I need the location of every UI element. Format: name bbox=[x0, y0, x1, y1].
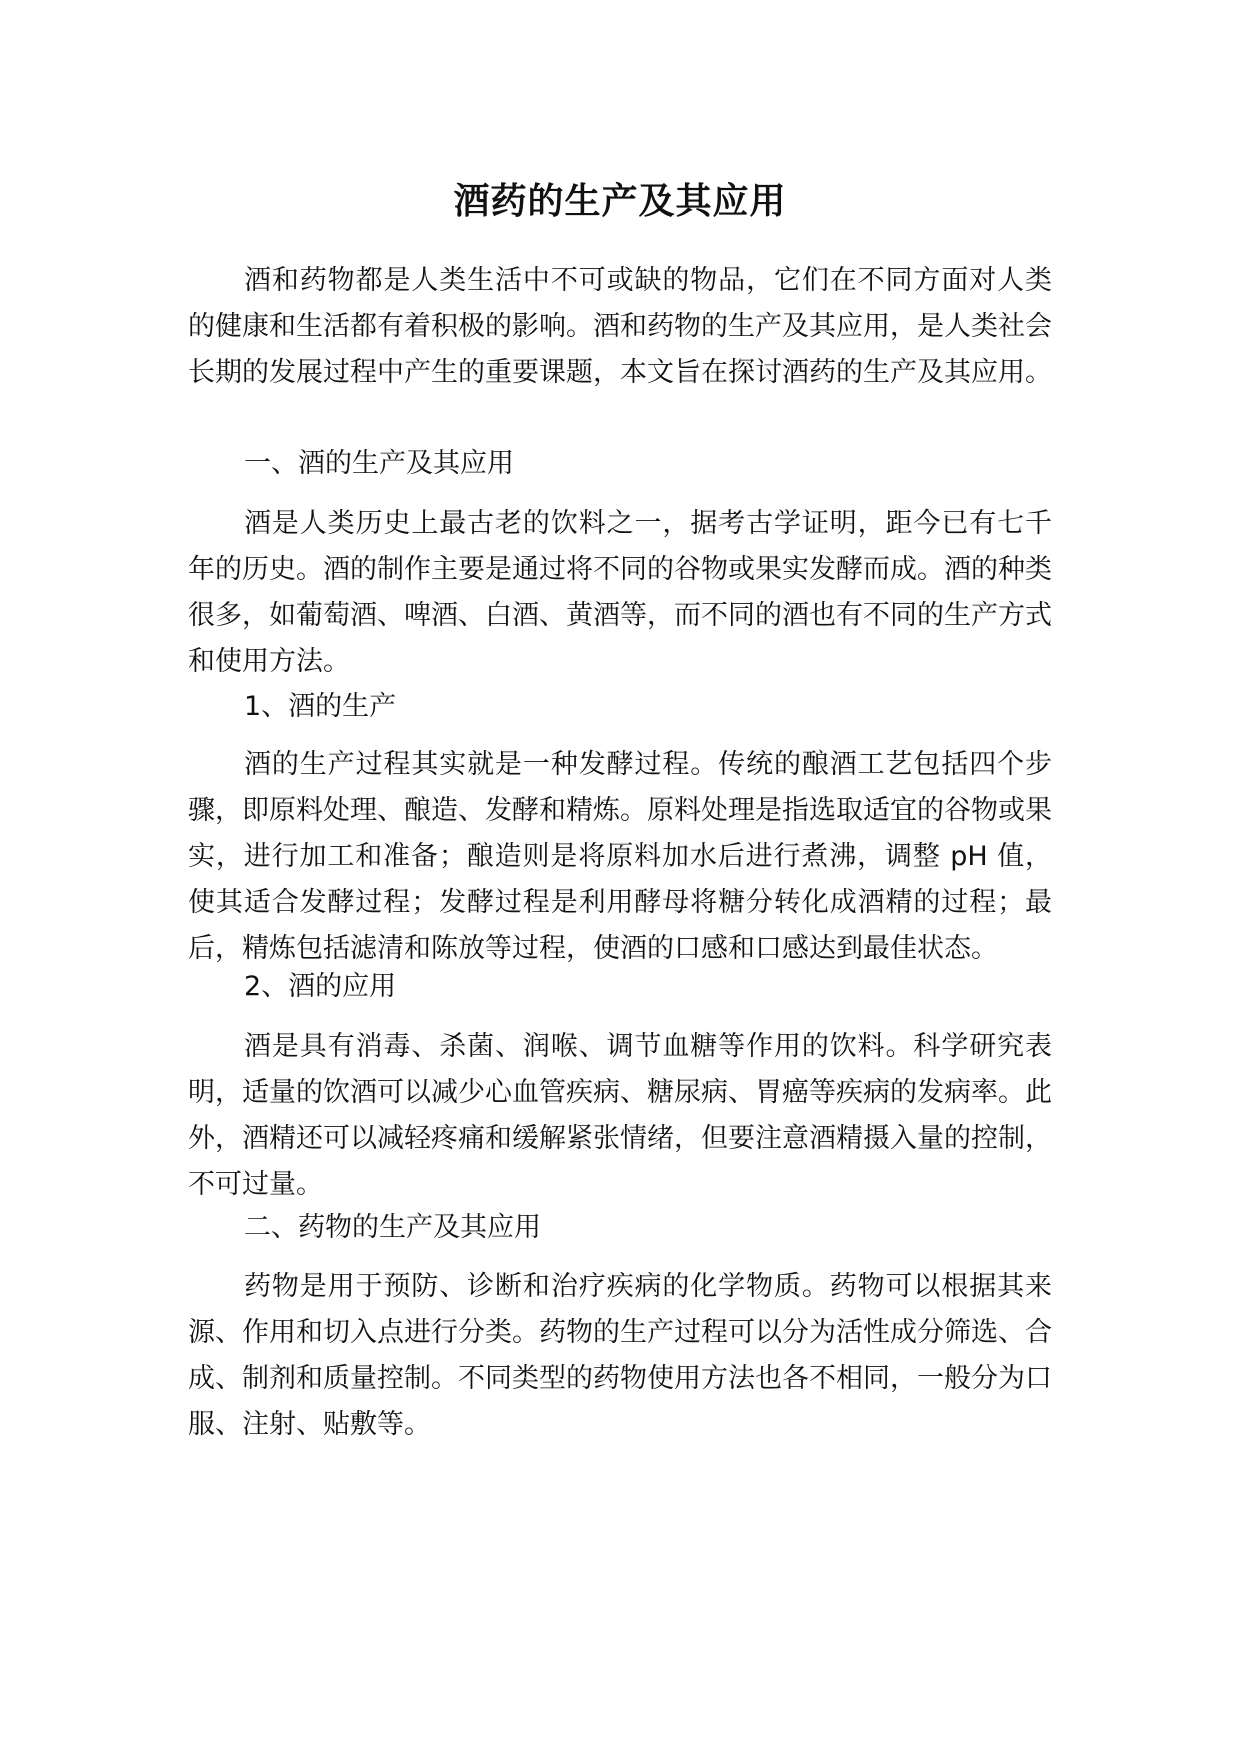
document-title: 酒药的生产及其应用 bbox=[453, 181, 787, 222]
section-1-heading: 一、酒的生产及其应用 bbox=[244, 448, 514, 479]
subsection-1-1-heading: 1、酒的生产 bbox=[244, 691, 397, 722]
subsection-1-2-paragraph: 酒是具有消毒、杀菌、润喉、调节血糖等作用的饮料。科学研究表明，适量的饮酒可以减少心血管疾病、糖尿病、胃癌等疾病的发病率。此外，酒精还可以减轻疼痛和缓解紧张情绪，但要注意酒精摄入量的控制，不可过量。 bbox=[188, 1031, 1052, 1200]
section-2-paragraph: 药物是用于预防、诊断和治疗疾病的化学物质。药物可以根据其来源、作用和切入点进行分类。药物的生产过程可以分为活性成分筛选、合成、制剂和质量控制。不同类型的药物使用方法也各不相同，一般分为口服、注射、贴敷等。 bbox=[188, 1271, 1052, 1440]
section-1-paragraph: 酒是人类历史上最古老的饮料之一，据考古学证明，距今已有七千年的历史。酒的制作主要是通过将不同的谷物或果实发酵而成。酒的种类很多，如葡萄酒、啤酒、白酒、黄酒等，而不同的酒也有不同的生产方式和使用方法。 bbox=[188, 508, 1052, 677]
subsection-1-2-heading: 2、酒的应用 bbox=[244, 971, 397, 1002]
section-2-heading: 二、药物的生产及其应用 bbox=[244, 1212, 541, 1243]
intro-paragraph: 酒和药物都是人类生活中不可或缺的物品，它们在不同方面对人类的健康和生活都有着积极的影响。酒和药物的生产及其应用，是人类社会长期的发展过程中产生的重要课题，本文旨在探讨酒药的生产及其应用。 bbox=[188, 265, 1052, 388]
subsection-1-1-paragraph: 酒的生产过程其实就是一种发酵过程。传统的酿酒工艺包括四个步骤，即原料处理、酿造、发酵和精炼。原料处理是指选取适宜的谷物或果实，进行加工和准备；酿造则是将原料加水后进行煮沸，调整 pH 值，使其适合发酵过程；发酵过程是利用酵母将糖分转化成酒精的过程；最后，精炼包括滤清和陈放等过程，使酒的口感和口感达到最佳状态。 bbox=[188, 749, 1052, 964]
